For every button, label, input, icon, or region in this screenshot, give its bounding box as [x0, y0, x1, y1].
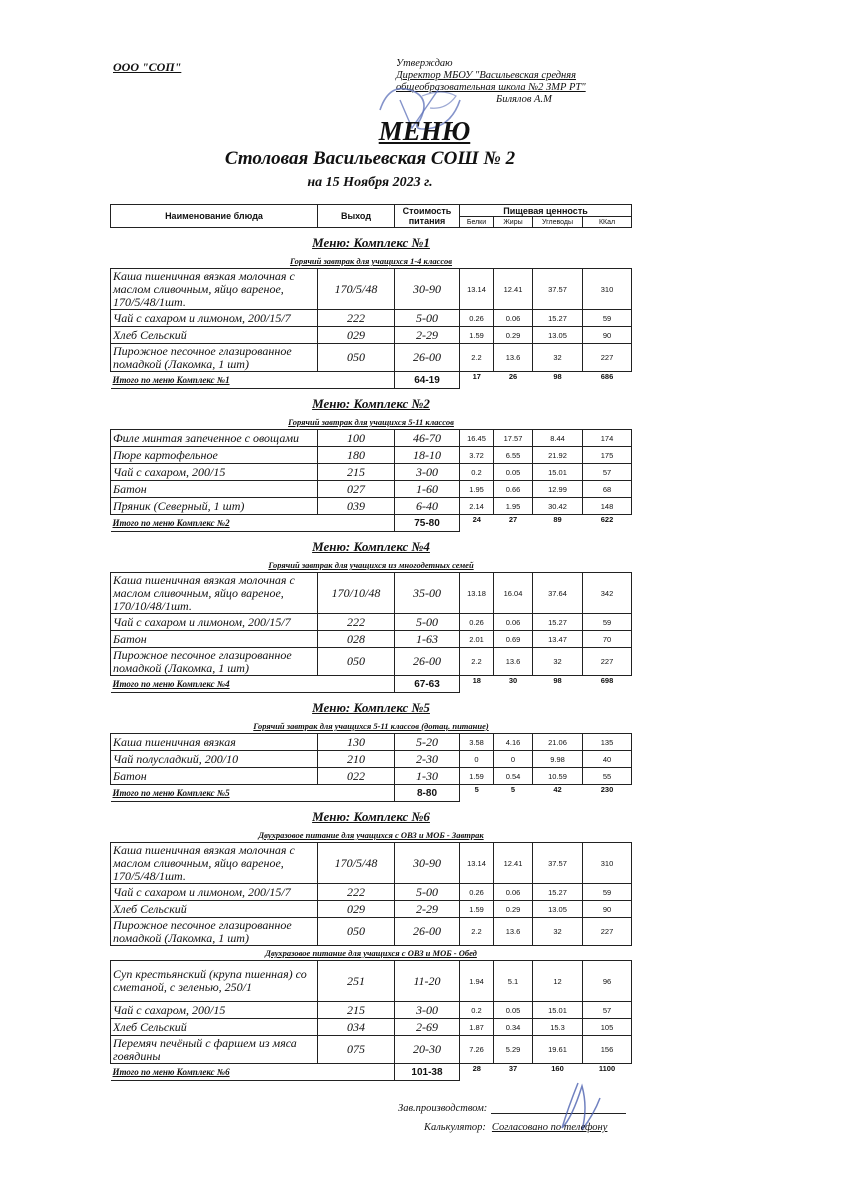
total-carbs: 42: [553, 785, 562, 794]
dish-name: Суп крестьянский (крупа пшенная) со сметаной, с зеленью, 250/1: [111, 961, 318, 1002]
dish-yield: 050: [318, 344, 395, 372]
dish-yield: 028: [318, 631, 395, 648]
complex-title-row: [111, 693, 632, 720]
col-header-name: Наименование блюда: [111, 205, 318, 228]
dish-price: 30-90: [395, 843, 460, 884]
dish-price: 18-10: [395, 447, 460, 464]
dish-name: Пряник (Северный, 1 шт): [111, 498, 318, 515]
dish-yield: 170/5/48: [318, 843, 395, 884]
dish-kcal: 90: [583, 327, 632, 344]
dish-fats: 6.55: [494, 447, 533, 464]
dish-fats: 0.06: [494, 614, 533, 631]
dish-name: Хлеб Сельский: [111, 1019, 318, 1036]
dish-price: 35-00: [395, 573, 460, 614]
dish-name: Хлеб Сельский: [111, 327, 318, 344]
table-row: [111, 430, 632, 447]
col-header-cost-l1: Стоимость: [402, 206, 452, 216]
col-header-proteins: Белки: [460, 217, 494, 228]
complex-title-row: [111, 532, 632, 559]
dish-carbs: 30.42: [533, 498, 583, 515]
dish-name: Чай с сахаром и лимоном, 200/15/7: [111, 310, 318, 327]
dish-carbs: 15.27: [533, 884, 583, 901]
approve-line-3: общеобразовательная школа №2 ЗМР РТ": [396, 82, 586, 93]
dish-yield: 039: [318, 498, 395, 515]
dish-price: 1-63: [395, 631, 460, 648]
dish-proteins: 1.95: [460, 481, 494, 498]
dish-name: Пирожное песочное глазированное помадкой (Лакомка, 1 шт): [111, 648, 318, 676]
menu-body: [111, 228, 632, 1081]
dish-name: Хлеб Сельский: [111, 901, 318, 918]
dish-fats: 0.69: [494, 631, 533, 648]
dish-price: 2-29: [395, 901, 460, 918]
dish-name: Перемяч печёный с фаршем из мяса говядины: [111, 1036, 318, 1064]
dish-yield: 215: [318, 464, 395, 481]
group-subtitle: Двухразовое питание для учащихся с ОВЗ и МОБ - Завтрак: [258, 830, 484, 840]
dish-price: 30-90: [395, 269, 460, 310]
total-price: 8-80: [395, 785, 460, 802]
total-row: [111, 785, 632, 802]
dish-proteins: 0: [460, 751, 494, 768]
dish-price: 3-00: [395, 464, 460, 481]
total-price: 101-38: [395, 1064, 460, 1081]
dish-proteins: 1.94: [460, 961, 494, 1002]
col-header-yield: Выход: [318, 205, 395, 228]
dish-name: Каша пшеничная вязкая молочная с маслом сливочным, яйцо вареное, 170/5/48/1шт.: [111, 269, 318, 310]
table-row: [111, 1036, 632, 1064]
dish-yield: 222: [318, 310, 395, 327]
dish-proteins: 3.58: [460, 734, 494, 751]
group-subtitle: Двухразовое питание для учащихся с ОВЗ и МОБ - Обед: [265, 948, 477, 958]
total-fats: 37: [508, 1064, 518, 1073]
dish-fats: 0.29: [494, 901, 533, 918]
dish-kcal: 70: [583, 631, 632, 648]
dish-kcal: 57: [583, 464, 632, 481]
dish-fats: 0: [494, 751, 533, 768]
dish-name: Чай полусладкий, 200/10: [111, 751, 318, 768]
table-row: [111, 269, 632, 310]
dish-price: 26-00: [395, 918, 460, 946]
total-proteins: 24: [472, 515, 481, 524]
dish-name: Чай с сахаром и лимоном, 200/15/7: [111, 614, 318, 631]
dish-proteins: 0.26: [460, 614, 494, 631]
table-row: [111, 327, 632, 344]
total-proteins: 5: [474, 785, 479, 794]
menu-table: [110, 204, 632, 1081]
dish-carbs: 12.99: [533, 481, 583, 498]
dish-fats: 12.41: [494, 269, 533, 310]
group-subtitle: Горячий завтрак для учащихся 5-11 классов (дотац. питание): [253, 721, 489, 731]
dish-proteins: 7.26: [460, 1036, 494, 1064]
dish-yield: 170/5/48: [318, 269, 395, 310]
dish-carbs: 19.61: [533, 1036, 583, 1064]
col-header-nutrition: Пищевая ценность: [460, 205, 632, 217]
table-row: [111, 344, 632, 372]
dish-proteins: 2.2: [460, 344, 494, 372]
dish-proteins: 2.14: [460, 498, 494, 515]
dish-proteins: 1.59: [460, 901, 494, 918]
dish-carbs: 9.98: [533, 751, 583, 768]
table-row: [111, 884, 632, 901]
dish-yield: 170/10/48: [318, 573, 395, 614]
dish-kcal: 90: [583, 901, 632, 918]
dish-kcal: 227: [583, 344, 632, 372]
dish-yield: 222: [318, 614, 395, 631]
dish-yield: 029: [318, 327, 395, 344]
dish-carbs: 32: [533, 918, 583, 946]
dish-kcal: 59: [583, 884, 632, 901]
complex-title-row: [111, 228, 632, 255]
table-row: [111, 751, 632, 768]
total-fats: 5: [510, 785, 516, 794]
complex-title: Меню: Комплекс №4: [312, 539, 430, 554]
complex-title: Меню: Комплекс №2: [312, 396, 430, 411]
dish-proteins: 3.72: [460, 447, 494, 464]
dish-carbs: 15.01: [533, 1002, 583, 1019]
dish-price: 2-29: [395, 327, 460, 344]
dish-name: Чай с сахаром, 200/15: [111, 1002, 318, 1019]
dish-carbs: 15.01: [533, 464, 583, 481]
dish-carbs: 13.05: [533, 901, 583, 918]
dish-kcal: 227: [583, 648, 632, 676]
complex-title: Меню: Комплекс №1: [312, 235, 430, 250]
dish-kcal: 96: [583, 961, 632, 1002]
dish-proteins: 13.18: [460, 573, 494, 614]
table-row: [111, 447, 632, 464]
dish-yield: 210: [318, 751, 395, 768]
dish-proteins: 0.2: [460, 1002, 494, 1019]
dish-kcal: 59: [583, 310, 632, 327]
dish-kcal: 40: [583, 751, 632, 768]
table-row: [111, 843, 632, 884]
dish-carbs: 21.92: [533, 447, 583, 464]
total-fats: 30: [508, 676, 518, 685]
dish-name: Пюре картофельное: [111, 447, 318, 464]
dish-price: 3-00: [395, 1002, 460, 1019]
dish-carbs: 10.59: [533, 768, 583, 785]
total-kcal: 622: [600, 515, 614, 524]
table-row: [111, 1002, 632, 1019]
approve-line-1: Утверждаю: [396, 58, 453, 69]
dish-fats: 0.29: [494, 327, 533, 344]
table-header-row: [111, 205, 632, 217]
dish-carbs: 12: [533, 961, 583, 1002]
dish-carbs: 13.47: [533, 631, 583, 648]
col-header-cost: [395, 205, 460, 228]
dish-kcal: 174: [583, 430, 632, 447]
dish-price: 26-00: [395, 648, 460, 676]
dish-name: Каша пшеничная вязкая: [111, 734, 318, 751]
dish-kcal: 105: [583, 1019, 632, 1036]
dish-kcal: 59: [583, 614, 632, 631]
total-carbs: 89: [553, 515, 562, 524]
total-label: Итого по меню Комплекс №2: [111, 515, 395, 532]
dish-kcal: 57: [583, 1002, 632, 1019]
approve-line-2: Директор МБОУ "Васильевская средняя: [396, 70, 577, 81]
dish-fats: 13.6: [494, 344, 533, 372]
col-header-carbs: Углеводы: [533, 217, 583, 228]
dish-price: 11-20: [395, 961, 460, 1002]
total-fats: 27: [508, 515, 518, 524]
total-label: Итого по меню Комплекс №1: [111, 372, 395, 389]
dish-fats: 0.05: [494, 464, 533, 481]
dish-kcal: 310: [583, 269, 632, 310]
table-row: [111, 573, 632, 614]
dish-price: 5-00: [395, 884, 460, 901]
dish-proteins: 16.45: [460, 430, 494, 447]
dish-fats: 1.95: [494, 498, 533, 515]
dish-yield: 029: [318, 901, 395, 918]
dish-kcal: 175: [583, 447, 632, 464]
total-row: [111, 676, 632, 693]
table-row: [111, 961, 632, 1002]
dish-fats: 0.66: [494, 481, 533, 498]
dish-yield: 050: [318, 648, 395, 676]
dish-kcal: 135: [583, 734, 632, 751]
group-subtitle-row: [111, 254, 632, 269]
dish-yield: 180: [318, 447, 395, 464]
dish-proteins: 0.26: [460, 884, 494, 901]
dish-name: Батон: [111, 481, 318, 498]
dish-fats: 16.04: [494, 573, 533, 614]
dish-carbs: 32: [533, 648, 583, 676]
total-proteins: 18: [472, 676, 481, 685]
organization-name: ООО "СОП": [113, 60, 182, 74]
total-row: [111, 372, 632, 389]
dish-fats: 0.06: [494, 310, 533, 327]
dish-proteins: 13.14: [460, 269, 494, 310]
total-proteins: 17: [472, 372, 481, 381]
table-row: [111, 648, 632, 676]
dish-kcal: 68: [583, 481, 632, 498]
dish-name: Чай с сахаром, 200/15: [111, 464, 318, 481]
dish-carbs: 13.05: [533, 327, 583, 344]
dish-fats: 0.54: [494, 768, 533, 785]
dish-name: Каша пшеничная вязкая молочная с маслом сливочным, яйцо вареное, 170/5/48/1шт.: [111, 843, 318, 884]
dish-proteins: 2.2: [460, 918, 494, 946]
menu-date: на 15 Ноября 2023 г.: [307, 175, 433, 190]
complex-title-row: [111, 802, 632, 829]
table-row: [111, 1019, 632, 1036]
dish-yield: 251: [318, 961, 395, 1002]
dish-price: 5-20: [395, 734, 460, 751]
dish-fats: 4.16: [494, 734, 533, 751]
dish-name: Батон: [111, 631, 318, 648]
dish-fats: 13.6: [494, 648, 533, 676]
menu-title: МЕНЮ: [378, 116, 471, 146]
dish-yield: 130: [318, 734, 395, 751]
dish-name: Чай с сахаром и лимоном, 200/15/7: [111, 884, 318, 901]
col-header-fats: Жиры: [494, 217, 533, 228]
dish-carbs: 15.3: [533, 1019, 583, 1036]
total-proteins: 28: [472, 1064, 481, 1073]
dish-proteins: 1.59: [460, 768, 494, 785]
col-header-cost-l2: питания: [408, 216, 446, 226]
table-row: [111, 631, 632, 648]
dish-kcal: 342: [583, 573, 632, 614]
dish-yield: 022: [318, 768, 395, 785]
dish-name: Пирожное песочное глазированное помадкой (Лакомка, 1 шт): [111, 344, 318, 372]
total-price: 75-80: [395, 515, 460, 532]
dish-kcal: 310: [583, 843, 632, 884]
table-row: [111, 734, 632, 751]
group-subtitle-row: [111, 719, 632, 734]
table-row: [111, 310, 632, 327]
dish-price: 46-70: [395, 430, 460, 447]
total-kcal: 686: [600, 372, 614, 381]
dish-yield: 215: [318, 1002, 395, 1019]
dish-price: 1-30: [395, 768, 460, 785]
dish-name: Батон: [111, 768, 318, 785]
table-row: [111, 901, 632, 918]
dish-carbs: 15.27: [533, 614, 583, 631]
dish-proteins: 2.2: [460, 648, 494, 676]
table-row: [111, 918, 632, 946]
dish-fats: 12.41: [494, 843, 533, 884]
dish-name: Филе минтая запеченное с овощами: [111, 430, 318, 447]
canteen-name: Столовая Васильевская СОШ № 2: [224, 148, 516, 169]
dish-yield: 100: [318, 430, 395, 447]
dish-price: 20-30: [395, 1036, 460, 1064]
calculator-value: Согласовано по телефону: [491, 1122, 608, 1133]
dish-carbs: 37.57: [533, 843, 583, 884]
dish-price: 2-69: [395, 1019, 460, 1036]
table-row: [111, 614, 632, 631]
dish-name: Каша пшеничная вязкая молочная с маслом сливочным, яйцо вареное, 170/10/48/1шт.: [111, 573, 318, 614]
calculator-label: Калькулятор:: [424, 1122, 486, 1133]
group-subtitle-row: [111, 946, 632, 961]
dish-carbs: 15.27: [533, 310, 583, 327]
table-row: [111, 464, 632, 481]
dish-kcal: 55: [583, 768, 632, 785]
complex-title: Меню: Комплекс №6: [312, 809, 430, 824]
dish-proteins: 0.26: [460, 310, 494, 327]
dish-fats: 17.57: [494, 430, 533, 447]
total-fats: 26: [508, 372, 518, 381]
table-row: [111, 498, 632, 515]
complex-title-row: [111, 389, 632, 416]
dish-carbs: 37.64: [533, 573, 583, 614]
dish-price: 6-40: [395, 498, 460, 515]
dish-price: 26-00: [395, 344, 460, 372]
total-price: 64-19: [395, 372, 460, 389]
dish-fats: 5.29: [494, 1036, 533, 1064]
dish-price: 1-60: [395, 481, 460, 498]
dish-yield: 050: [318, 918, 395, 946]
dish-proteins: 13.14: [460, 843, 494, 884]
col-header-kcal: ККал: [583, 217, 632, 228]
dish-carbs: 21.06: [533, 734, 583, 751]
group-subtitle-row: [111, 415, 632, 430]
calculator-line: [424, 1122, 607, 1133]
group-subtitle: Горячий завтрак для учащихся 1-4 классов: [289, 256, 453, 266]
total-carbs: 98: [553, 676, 562, 685]
dish-carbs: 8.44: [533, 430, 583, 447]
group-subtitle-row: [111, 558, 632, 573]
dish-carbs: 37.57: [533, 269, 583, 310]
total-row: [111, 515, 632, 532]
dish-proteins: 2.01: [460, 631, 494, 648]
dish-fats: 0.34: [494, 1019, 533, 1036]
dish-fats: 13.6: [494, 918, 533, 946]
group-subtitle: Горячий завтрак для учащихся 5-11 классов: [288, 417, 454, 427]
dish-kcal: 156: [583, 1036, 632, 1064]
complex-title: Меню: Комплекс №5: [312, 700, 430, 715]
table-row: [111, 768, 632, 785]
dish-price: 2-30: [395, 751, 460, 768]
total-kcal: 230: [600, 785, 614, 794]
dish-proteins: 0.2: [460, 464, 494, 481]
dish-price: 5-00: [395, 614, 460, 631]
total-label: Итого по меню Комплекс №6: [111, 1064, 395, 1081]
group-subtitle-row: [111, 828, 632, 843]
group-subtitle: Горячий завтрак для учащихся из многодетных семей: [268, 560, 474, 570]
dish-proteins: 1.87: [460, 1019, 494, 1036]
total-carbs: 98: [553, 372, 562, 381]
total-kcal: 1100: [598, 1064, 616, 1073]
dish-yield: 034: [318, 1019, 395, 1036]
dish-yield: 027: [318, 481, 395, 498]
dish-carbs: 32: [533, 344, 583, 372]
total-price: 67-63: [395, 676, 460, 693]
approve-signatory: Билялов А.М: [496, 94, 552, 105]
dish-yield: 075: [318, 1036, 395, 1064]
total-label: Итого по меню Комплекс №5: [111, 785, 395, 802]
dish-fats: 0.06: [494, 884, 533, 901]
total-carbs: 160: [551, 1064, 564, 1073]
dish-fats: 0.05: [494, 1002, 533, 1019]
dish-kcal: 148: [583, 498, 632, 515]
dish-price: 5-00: [395, 310, 460, 327]
production-manager-label: Зав.производством:: [398, 1103, 488, 1114]
dish-yield: 222: [318, 884, 395, 901]
dish-proteins: 1.59: [460, 327, 494, 344]
dish-fats: 5.1: [494, 961, 533, 1002]
total-label: Итого по меню Комплекс №4: [111, 676, 395, 693]
dish-kcal: 227: [583, 918, 632, 946]
total-kcal: 698: [600, 676, 614, 685]
table-row: [111, 481, 632, 498]
dish-name: Пирожное песочное глазированное помадкой (Лакомка, 1 шт): [111, 918, 318, 946]
